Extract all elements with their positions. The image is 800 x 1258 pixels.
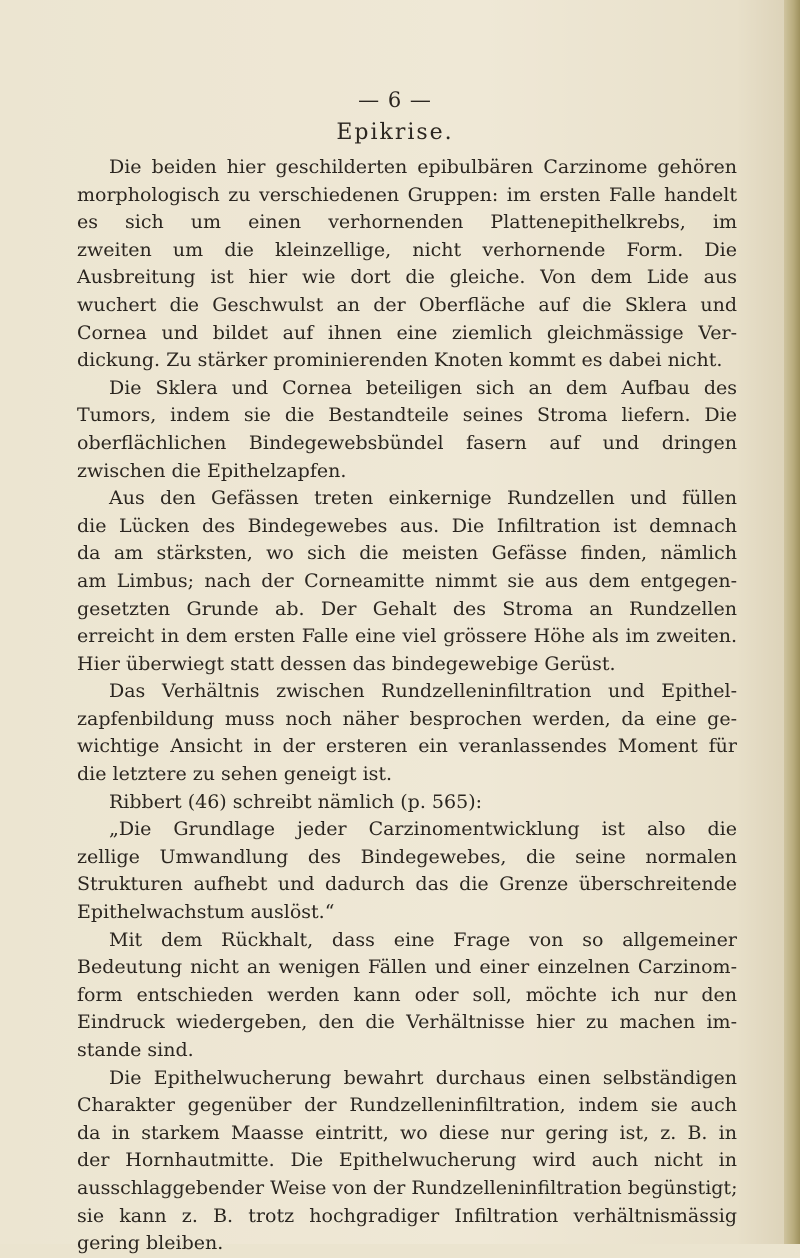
text-line: zweiten um die kleinzellige, nicht verhornende Form. Die: [77, 238, 737, 261]
text-line: Strukturen aufhebt und dadurch das die Grenze überschreitende: [77, 873, 737, 896]
text-line: Hier überwiegt statt dessen das bindegewebige Gerüst.: [77, 652, 616, 675]
text-line: wichtige Ansicht in der ersteren ein veranlassendes Moment für: [77, 735, 737, 758]
text-line: Cornea und bildet auf ihnen eine ziemlich gleichmässige Ver-: [77, 321, 737, 344]
page-number: — 6 —: [358, 88, 432, 112]
text-line: Mit dem Rückhalt, dass eine Frage von so allgemeiner: [109, 928, 737, 951]
text-line: form entschieden werden kann oder soll, möchte ich nur den: [77, 983, 737, 1006]
text-line: Eindruck wiedergeben, den die Verhältnisse hier zu machen im-: [77, 1011, 737, 1034]
text-line: Bedeutung nicht an wenigen Fällen und einer einzelnen Carzinom-: [77, 956, 737, 979]
section-heading: Epikrise.: [336, 120, 454, 145]
text-line: Charakter gegenüber der Rundzelleninfiltration, indem sie auch: [77, 1094, 737, 1117]
text-line: Epithelwachstum auslöst.“: [77, 901, 335, 924]
text-line: Ausbreitung ist hier wie dort die gleiche. Von dem Lide aus: [77, 266, 737, 289]
text-line: zapfenbildung muss noch näher besprochen werden, da eine ge-: [77, 707, 737, 730]
text-line: ausschlaggebender Weise von der Rundzelleninfiltration begünstigt;: [77, 1176, 738, 1199]
text-line: Tumors, indem sie die Bestandteile seines Stroma liefern. Die: [77, 404, 737, 427]
text-line: da in starkem Maasse eintritt, wo diese nur gering ist, z. B. in: [77, 1121, 737, 1144]
text-line: zellige Umwandlung des Bindegewebes, die seine normalen: [77, 845, 737, 868]
text-line: morphologisch zu verschiedenen Gruppen: im ersten Falle handelt: [77, 183, 737, 206]
body-text: [77, 154, 737, 1258]
text-line: der Hornhautmitte. Die Epithelwucherung wird auch nicht in: [77, 1149, 737, 1172]
text-line: die Lücken des Bindegewebes aus. Die Infiltration ist demnach: [77, 514, 737, 537]
text-line: Die Sklera und Cornea beteiligen sich an dem Aufbau des: [109, 376, 737, 399]
text-line: stande sind.: [77, 1039, 194, 1061]
text-line: am Limbus; nach der Corneamitte nimmt sie aus dem entgegen-: [77, 569, 737, 592]
text-line: dickung. Zu stärker prominierenden Knoten kommt es dabei nicht.: [77, 349, 723, 372]
text-line: wuchert die Geschwulst an der Oberfläche auf die Sklera und: [77, 293, 737, 316]
text-line: Die beiden hier geschilderten epibulbären Carzinome gehören: [109, 156, 737, 178]
text-line: es sich um einen verhornenden Plattenepithelkrebs, im: [77, 211, 737, 234]
text-line: Das Verhältnis zwischen Rundzelleninfiltration und Epithel-: [109, 680, 737, 703]
text-line: sie kann z. B. trotz hochgradiger Infiltration verhältnismässig: [77, 1204, 737, 1227]
text-line: erreicht in dem ersten Falle eine viel grössere Höhe als im zweiten.: [77, 625, 737, 648]
text-line: Die Epithelwucherung bewahrt durchaus einen selbständigen: [109, 1066, 737, 1089]
page-edge: [784, 0, 800, 1244]
text-line: gering bleiben.: [77, 1232, 224, 1255]
text-line: zwischen die Epithelzapfen.: [77, 459, 347, 482]
text-line: gesetzten Grunde ab. Der Gehalt des Stroma an Rundzellen: [77, 597, 737, 620]
text-line: Ribbert (46) schreibt nämlich (p. 565):: [109, 790, 483, 813]
text-line: die letztere zu sehen geneigt ist.: [77, 763, 393, 786]
text-line: da am stärksten, wo sich die meisten Gefässe finden, nämlich: [77, 542, 737, 565]
text-line: oberflächlichen Bindegewebsbündel fasern auf und dringen: [77, 431, 737, 454]
text-line: „Die Grundlage jeder Carzinomentwicklung ist also die: [109, 818, 737, 841]
text-line: Aus den Gefässen treten einkernige Rundzellen und füllen: [109, 487, 737, 510]
